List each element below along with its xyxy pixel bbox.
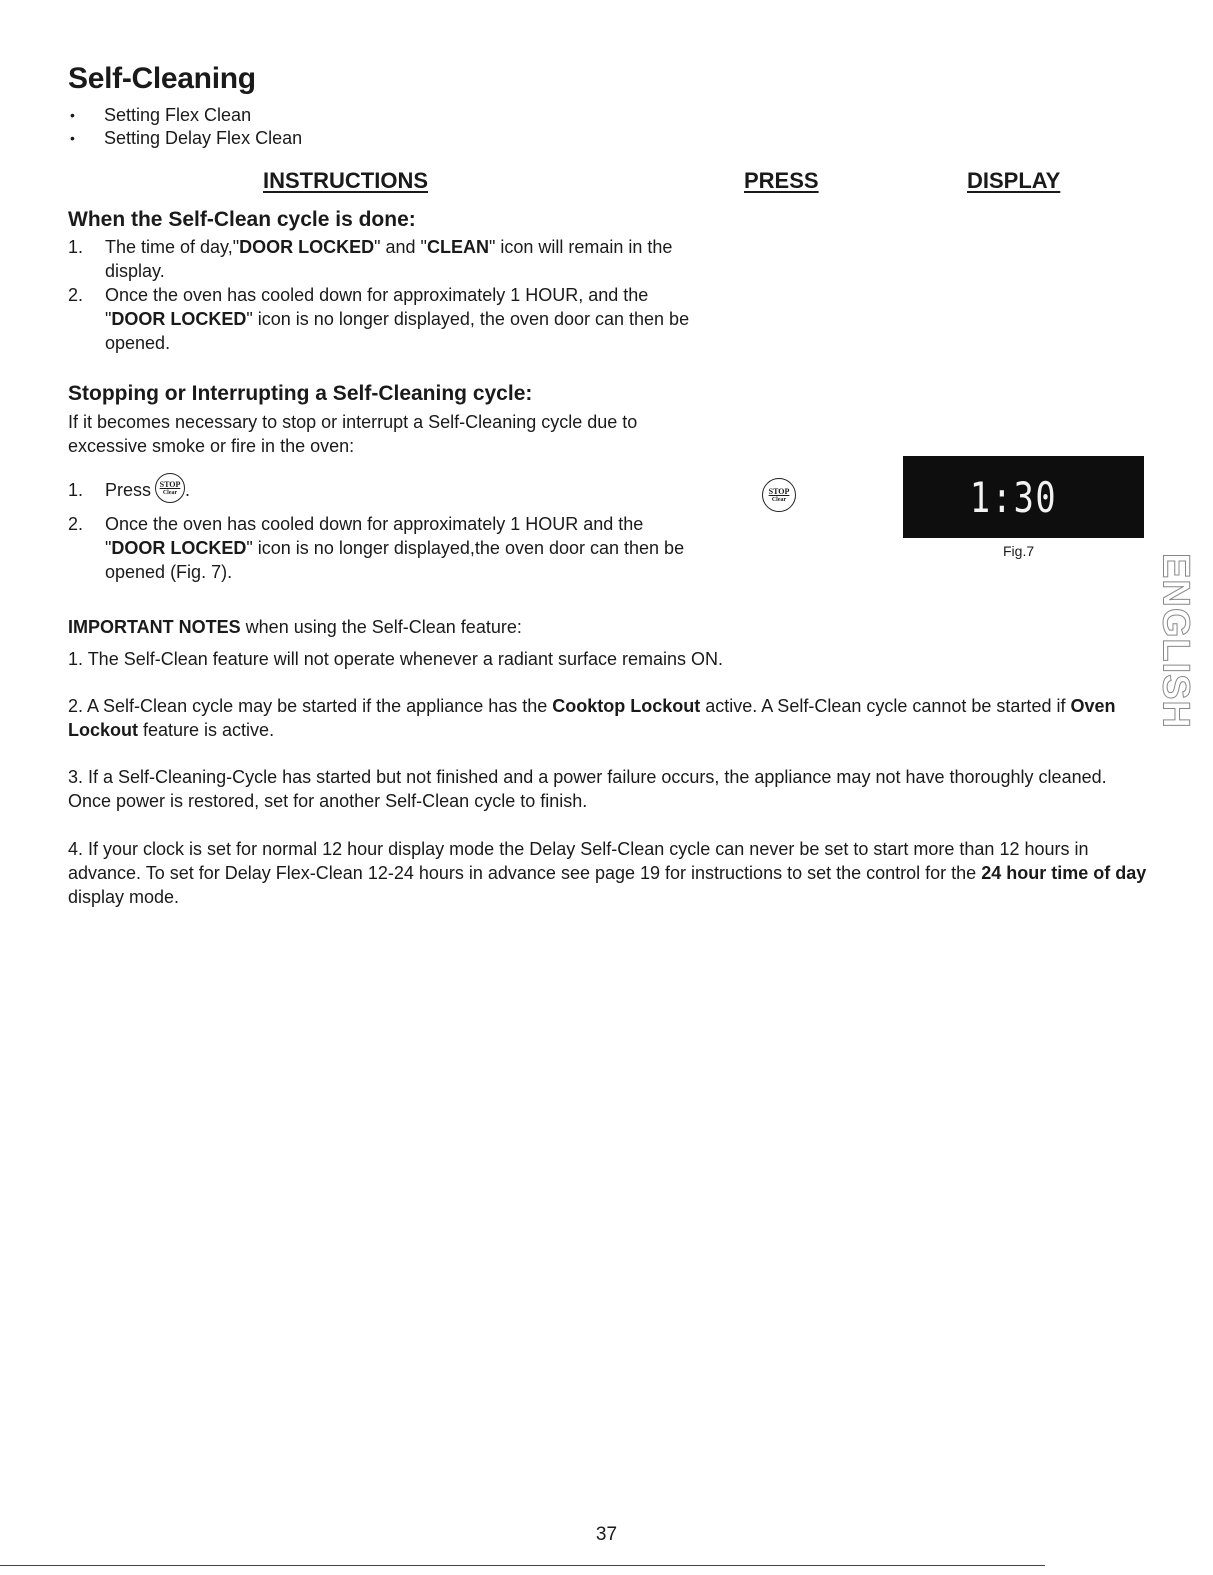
stop-clear-button-icon [155,473,185,503]
step-text: Once the oven has cooled down for approximately 1 HOUR, and the " [105,285,649,329]
note-item [68,694,1148,742]
list-item [68,235,708,283]
note-item: 3. If a Self-Cleaning-Cycle has started but not finished and a power failure occurs, the appliance may not have thoroughly cleaned. Once power is restored, set for another Self-Clean cycle to finish. [68,767,1107,811]
list-item [68,478,190,503]
topic-item: • Setting Delay Flex Clean [68,127,302,150]
notes-heading-text: when using the Self-Clean feature: [240,617,522,637]
button-label-bottom: Clear [771,496,787,503]
done-steps [68,235,708,355]
note-text-bold: 24 hour time of day [981,863,1147,883]
step-number: 1. [68,480,84,500]
stop-intro: If it becomes necessary to stop or interrupt a Self-Cleaning cycle due to excessive smoke or fire in the oven: [68,412,638,456]
step-text: The time of day," [105,237,240,257]
step-number: 1. [68,237,84,257]
note-text-bold: Cooktop Lockout [552,696,701,716]
note-item [68,837,1148,909]
notes-heading [68,617,522,638]
footer-rule [0,1565,1045,1566]
step-text: " icon is no longer displayed,the oven door can then be opened (Fig. 7). [105,538,685,582]
column-heading-press: PRESS [744,168,819,193]
section-heading-stop: Stopping or Interrupting a Self-Cleaning cycle: [68,382,533,405]
step-number: 2. [68,514,84,534]
step-text: . [185,480,191,500]
list-item [68,283,708,355]
note-text-bold: Oven Lockout [68,696,1116,740]
note-text: active. A Self-Clean cycle cannot be started if [700,696,1071,716]
step-text: Press [105,480,152,500]
language-tab-label: ENGLISH [1154,553,1197,729]
step-number: 2. [68,285,84,305]
topic-item: • Setting Flex Clean [68,104,302,127]
section-heading-done: When the Self-Clean cycle is done: [68,208,416,231]
step-text: Once the oven has cooled down for approximately 1 HOUR and the " [105,514,644,558]
press-stop-clear-icon [762,478,796,512]
note-text: display mode. [68,887,180,907]
language-tab [1154,553,1197,729]
page-number: 37 [595,1524,618,1545]
note-text: feature is active. [138,720,275,740]
page-title: Self-Cleaning [68,62,256,95]
column-heading-display: DISPLAY [967,168,1061,193]
step-text: " icon will remain in the display. [105,237,673,281]
step-text-bold: DOOR LOCKED [111,309,247,329]
notes-heading-bold: IMPORTANT NOTES [68,617,241,637]
step-text-bold: DOOR LOCKED [239,237,375,257]
button-label-top: STOP [159,479,181,489]
topic-list [68,104,302,150]
list-item [68,512,708,584]
stop-steps [68,512,708,584]
step-text-bold: DOOR LOCKED [111,538,247,558]
note-text: 2. A Self-Clean cycle may be started if the appliance has the [68,696,553,716]
note-item: 1. The Self-Clean feature will not operate whenever a radiant surface remains ON. [68,649,724,669]
step-text: " and " [374,237,427,257]
display-readout [903,456,1144,538]
display-readout-text: 1:30 [969,472,1058,522]
step-text-bold: CLEAN [426,237,489,257]
button-label-bottom: Clear [162,489,178,496]
column-heading-instructions: INSTRUCTIONS [263,168,428,193]
note-text: 4. If your clock is set for normal 12 hour display mode the Delay Self-Clean cycle can never be set to start more than 12 hours in advance. To set for Delay Flex-Clean 12-24 hours in advance see page 19 for instructions to set the control for the [68,839,1089,883]
button-label-top: STOP [768,486,790,496]
step-text: " icon is no longer displayed, the oven door can then be opened. [105,309,690,353]
figure-caption: Fig.7 [1003,543,1035,559]
